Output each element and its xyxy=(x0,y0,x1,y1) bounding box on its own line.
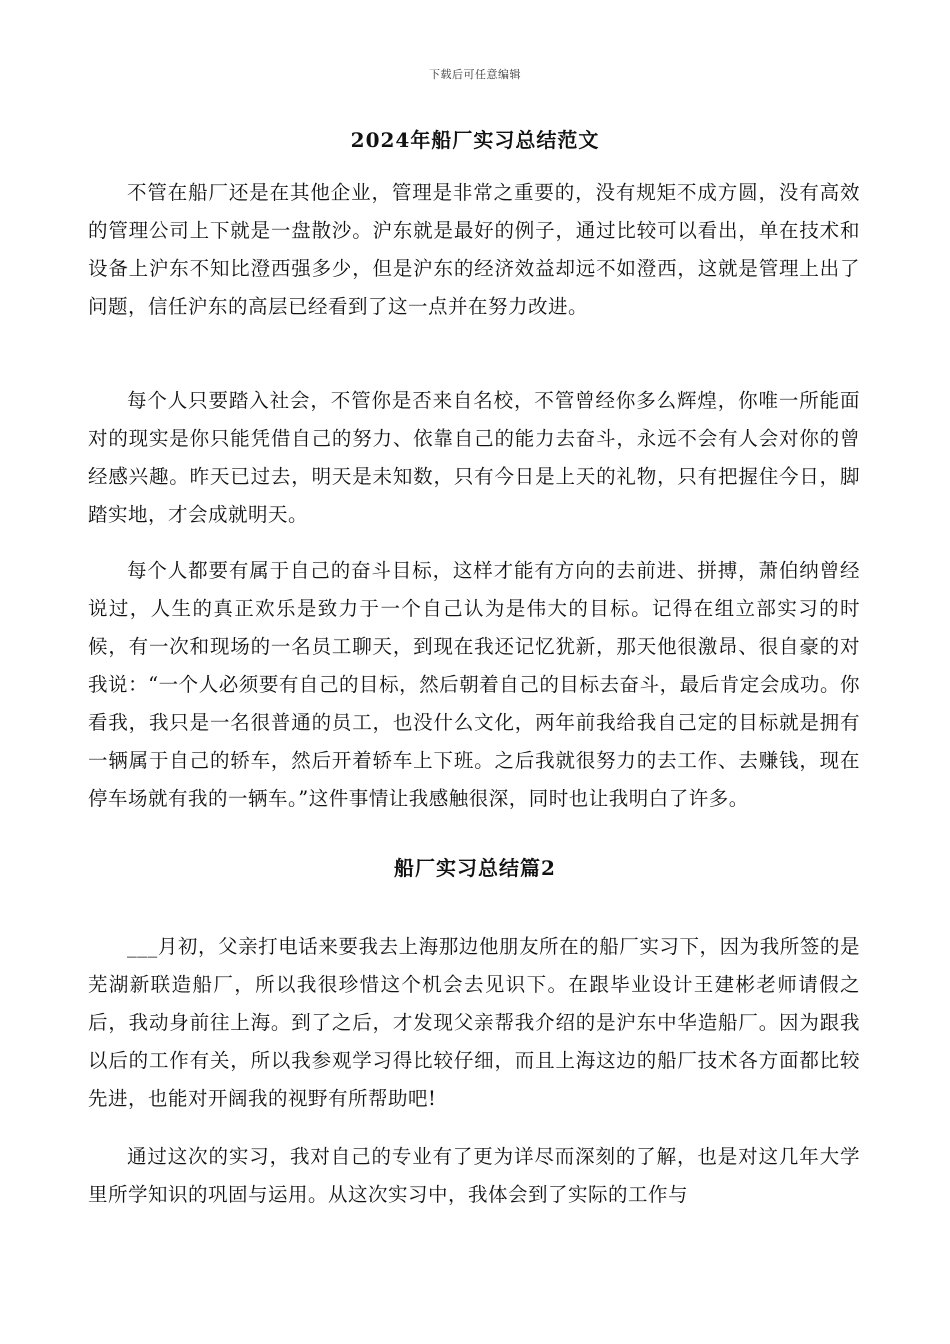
page-title: 2024年船厂实习总结范文 xyxy=(350,128,600,152)
paragraph-3: 每个人都要有属于自己的奋斗目标，这样才能有方向的去前进、拼搏，萧伯纳曾经说过，人生的真正欢乐是致力于一个自己认为是伟大的目标。记得在组立部实习的时候，有一次和现场的一名员工聊天，到现在我还记忆犹新，那天他很激昂、很自豪的对我说：“一个人必须要有自己的目标，然后朝着自己的目标去奋斗，最后肯定会成功。你看我，我只是一名很普通的员工，也没什么文化，两年前我给我自己定的目标就是拥有一辆属于自己的轿车，然后开着轿车上下班。之后我就很努力的去工作、去赚钱，现在停车场就有我的一辆车。”这件事情让我感触很深，同时也让我明白了许多。 xyxy=(88,559,860,810)
header-note: 下载后可任意编辑 xyxy=(429,68,521,81)
section-heading: 船厂实习总结篇2 xyxy=(394,856,556,880)
section-paragraph-1: ___月初，父亲打电话来要我去上海那边他朋友所在的船厂实习下，因为我所签的是芜湖新联造船厂，所以我很珍惜这个机会去见识下。在跟毕业设计王建彬老师请假之后，我动身前往上海。到了之后，才发现父亲帮我介绍的是沪东中华造船厂。因为跟我以后的工作有关，所以我参观学习得比较仔细，而且上海这边的船厂技术各方面都比较先进，也能对开阔我的视野有所帮助吧! xyxy=(88,935,860,1110)
paragraph-1: 不管在船厂还是在其他企业，管理是非常之重要的，没有规矩不成方圆，没有高效的管理公司上下就是一盘散沙。沪东就是最好的例子，通过比较可以看出，单在技术和设备上沪东不知比澄西强多少，但是沪东的经济效益却远不如澄西，这就是管理上出了问题，信任沪东的高层已经看到了这一点并在努力改进。 xyxy=(88,181,860,318)
section-paragraph-2: 通过这次的实习，我对自己的专业有了更为详尽而深刻的了解，也是对这几年大学里所学知识的巩固与运用。从这次实习中，我体会到了实际的工作与 xyxy=(88,1145,860,1206)
paragraph-2: 每个人只要踏入社会，不管你是否来自名校，不管曾经你多么辉煌，你唯一所能面对的现实是你只能凭借自己的努力、依靠自己的能力去奋斗，永远不会有人会对你的曾经感兴趣。昨天已过去，明天是未知数，只有今日是上天的礼物，只有把握住今日，脚踏实地，才会成就明天。 xyxy=(88,389,860,526)
